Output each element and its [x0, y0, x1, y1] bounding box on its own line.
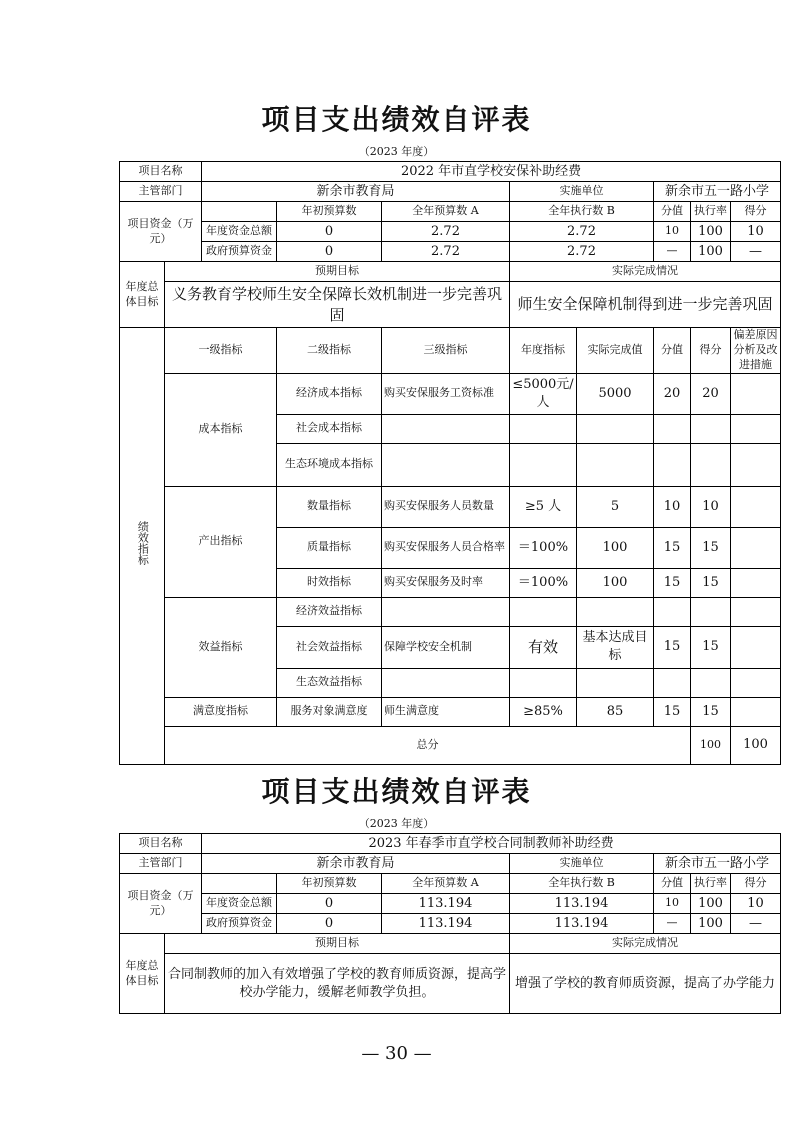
- l3-cell: 师生满意度: [382, 697, 510, 726]
- fund-cell: 10: [731, 894, 781, 914]
- target-cell: ≤5000元/人: [510, 373, 577, 414]
- actual-cell: 100: [577, 568, 654, 597]
- expected-header: 预期目标: [165, 934, 510, 954]
- value-cell: [654, 414, 691, 443]
- value-cell: 15: [654, 697, 691, 726]
- fund-header-budget: 全年预算数 A: [382, 202, 510, 222]
- table2: [119, 833, 781, 1014]
- perf-header-l1: 一级指标: [165, 328, 277, 374]
- fund-cell: 10: [654, 894, 691, 914]
- total-label: 总分: [165, 726, 691, 764]
- goal-label: 年度总体目标: [120, 934, 165, 1014]
- fund-cell: 100: [691, 222, 731, 242]
- target-cell: [510, 668, 577, 697]
- project-name: 2023 年春季市直学校合同制教师补助经费: [202, 834, 781, 854]
- unit-label: 实施单位: [510, 854, 654, 874]
- expected-goal: 合同制教师的加入有效增强了学校的教育师质资源，提高学校办学能力，缓解老师教学负担。: [165, 954, 510, 1014]
- l3-cell: 购买安保服务人员数量: [382, 486, 510, 527]
- l2-cell: 数量指标: [277, 486, 382, 527]
- l2-cell: 质量指标: [277, 527, 382, 568]
- fund-header-budget: 全年预算数 A: [382, 874, 510, 894]
- fund-header-blank: [202, 202, 277, 222]
- fund-header-rate: 执行率: [691, 202, 731, 222]
- value-cell: 15: [654, 568, 691, 597]
- l1-benefit: 效益指标: [165, 597, 277, 697]
- score-cell: 10: [691, 486, 731, 527]
- note-cell: [731, 568, 781, 597]
- table2-year: （2023 年度）: [358, 817, 435, 830]
- score-cell: 15: [691, 697, 731, 726]
- value-cell: 20: [654, 373, 691, 414]
- fund-cell: 2.72: [382, 222, 510, 242]
- score-cell: [691, 414, 731, 443]
- dept-value: 新余市教育局: [202, 182, 510, 202]
- dept-value: 新余市教育局: [202, 854, 510, 874]
- expected-goal: 义务教育学校师生安全保障长效机制进一步完善巩固: [165, 282, 510, 328]
- fund-cell: —: [654, 242, 691, 262]
- fund-cell: 113.194: [382, 894, 510, 914]
- perf-label-text: 绩效指标: [136, 521, 150, 566]
- fund-label: 项目资金（万元）: [120, 202, 202, 262]
- target-cell: ≥85%: [510, 697, 577, 726]
- fund-header-blank: [202, 874, 277, 894]
- l2-cell: 经济效益指标: [277, 597, 382, 626]
- l1-satisfaction: 满意度指标: [165, 697, 277, 726]
- score-cell: [691, 597, 731, 626]
- fund-header-score: 得分: [731, 202, 781, 222]
- l2-cell: 服务对象满意度: [277, 697, 382, 726]
- score-cell: [691, 443, 731, 486]
- fund-row-label: 年度资金总额: [202, 222, 277, 242]
- value-cell: [654, 668, 691, 697]
- perf-header-target: 年度指标: [510, 328, 577, 374]
- actual-cell: 5: [577, 486, 654, 527]
- table1-year: （2023 年度）: [358, 145, 435, 158]
- fund-cell: 2.72: [510, 222, 654, 242]
- fund-cell: —: [654, 914, 691, 934]
- fund-cell: 0: [277, 242, 382, 262]
- target-cell: ＝100%: [510, 568, 577, 597]
- fund-cell: —: [731, 914, 781, 934]
- fund-header-executed: 全年执行数 B: [510, 202, 654, 222]
- fund-cell: 10: [731, 222, 781, 242]
- note-cell: [731, 626, 781, 668]
- actual-cell: 100: [577, 527, 654, 568]
- note-cell: [731, 443, 781, 486]
- l3-cell: 购买安保服务及时率: [382, 568, 510, 597]
- actual-header: 实际完成情况: [510, 934, 781, 954]
- l2-cell: 时效指标: [277, 568, 382, 597]
- fund-cell: 113.194: [510, 894, 654, 914]
- fund-row-label: 年度资金总额: [202, 894, 277, 914]
- fund-cell: —: [731, 242, 781, 262]
- actual-cell: [577, 414, 654, 443]
- note-cell: [731, 597, 781, 626]
- l3-cell: 购买安保服务工资标准: [382, 373, 510, 414]
- actual-result: 增强了学校的教育师质资源，提高了办学能力: [510, 954, 781, 1014]
- fund-cell: 2.72: [382, 242, 510, 262]
- fund-label: 项目资金（万元）: [120, 874, 202, 934]
- goal-label: 年度总体目标: [120, 262, 165, 328]
- fund-cell: 0: [277, 914, 382, 934]
- actual-cell: 基本达成目标: [577, 626, 654, 668]
- fund-cell: 0: [277, 894, 382, 914]
- fund-header-rate: 执行率: [691, 874, 731, 894]
- score-cell: 20: [691, 373, 731, 414]
- note-cell: [731, 697, 781, 726]
- fund-cell: 2.72: [510, 242, 654, 262]
- actual-cell: [577, 597, 654, 626]
- fund-row-label: 政府预算资金: [202, 914, 277, 934]
- fund-cell: 10: [654, 222, 691, 242]
- note-cell: [731, 486, 781, 527]
- actual-cell: 85: [577, 697, 654, 726]
- dept-label: 主管部门: [120, 182, 202, 202]
- score-cell: [691, 668, 731, 697]
- fund-header-value: 分值: [654, 874, 691, 894]
- score-cell: 15: [691, 527, 731, 568]
- l2-cell: 社会成本指标: [277, 414, 382, 443]
- fund-row-label: 政府预算资金: [202, 242, 277, 262]
- actual-cell: [577, 443, 654, 486]
- l3-cell: [382, 597, 510, 626]
- score-cell: 15: [691, 626, 731, 668]
- total-value: 100: [691, 726, 731, 764]
- expected-header: 预期目标: [165, 262, 510, 282]
- fund-header-score: 得分: [731, 874, 781, 894]
- target-cell: ≥5 人: [510, 486, 577, 527]
- value-cell: 15: [654, 527, 691, 568]
- unit-label: 实施单位: [510, 182, 654, 202]
- fund-cell: 100: [691, 894, 731, 914]
- perf-header-note: 偏差原因分析及改进措施: [731, 328, 781, 374]
- value-cell: 10: [654, 486, 691, 527]
- total-score: 100: [731, 726, 781, 764]
- project-name-label: 项目名称: [120, 834, 202, 854]
- l2-cell: 经济成本指标: [277, 373, 382, 414]
- l2-cell: 社会效益指标: [277, 626, 382, 668]
- note-cell: [731, 373, 781, 414]
- project-name: 2022 年市直学校安保补助经费: [202, 162, 781, 182]
- l3-cell: [382, 668, 510, 697]
- fund-header-initial: 年初预算数: [277, 202, 382, 222]
- page-number: — 30 —: [361, 1043, 432, 1064]
- actual-header: 实际完成情况: [510, 262, 781, 282]
- unit-value: 新余市五一路小学: [654, 182, 781, 202]
- perf-label: [120, 328, 165, 765]
- dept-label: 主管部门: [120, 854, 202, 874]
- fund-cell: 113.194: [382, 914, 510, 934]
- value-cell: [654, 597, 691, 626]
- score-cell: 15: [691, 568, 731, 597]
- value-cell: [654, 443, 691, 486]
- table1: [119, 161, 781, 765]
- fund-header-executed: 全年执行数 B: [510, 874, 654, 894]
- perf-header-score: 得分: [691, 328, 731, 374]
- l2-cell: 生态环境成本指标: [277, 443, 382, 486]
- actual-cell: [577, 668, 654, 697]
- table2-title: 项目支出绩效自评表: [261, 775, 532, 808]
- fund-cell: 100: [691, 242, 731, 262]
- note-cell: [731, 527, 781, 568]
- fund-header-value: 分值: [654, 202, 691, 222]
- fund-cell: 100: [691, 914, 731, 934]
- note-cell: [731, 414, 781, 443]
- value-cell: 15: [654, 626, 691, 668]
- target-cell: ＝100%: [510, 527, 577, 568]
- target-cell: [510, 443, 577, 486]
- actual-result: 师生安全保障机制得到进一步完善巩固: [510, 282, 781, 328]
- l3-cell: 保障学校安全机制: [382, 626, 510, 668]
- target-cell: [510, 414, 577, 443]
- target-cell: [510, 597, 577, 626]
- l3-cell: [382, 414, 510, 443]
- project-name-label: 项目名称: [120, 162, 202, 182]
- perf-header-actual: 实际完成值: [577, 328, 654, 374]
- l1-cost: 成本指标: [165, 373, 277, 486]
- l3-cell: [382, 443, 510, 486]
- note-cell: [731, 668, 781, 697]
- unit-value: 新余市五一路小学: [654, 854, 781, 874]
- perf-header-value: 分值: [654, 328, 691, 374]
- target-cell: 有效: [510, 626, 577, 668]
- table1-title: 项目支出绩效自评表: [261, 103, 532, 136]
- fund-cell: 113.194: [510, 914, 654, 934]
- l2-cell: 生态效益指标: [277, 668, 382, 697]
- fund-header-initial: 年初预算数: [277, 874, 382, 894]
- perf-header-l3: 三级指标: [382, 328, 510, 374]
- fund-cell: 0: [277, 222, 382, 242]
- actual-cell: 5000: [577, 373, 654, 414]
- l3-cell: 购买安保服务人员合格率: [382, 527, 510, 568]
- l1-output: 产出指标: [165, 486, 277, 597]
- perf-header-l2: 二级指标: [277, 328, 382, 374]
